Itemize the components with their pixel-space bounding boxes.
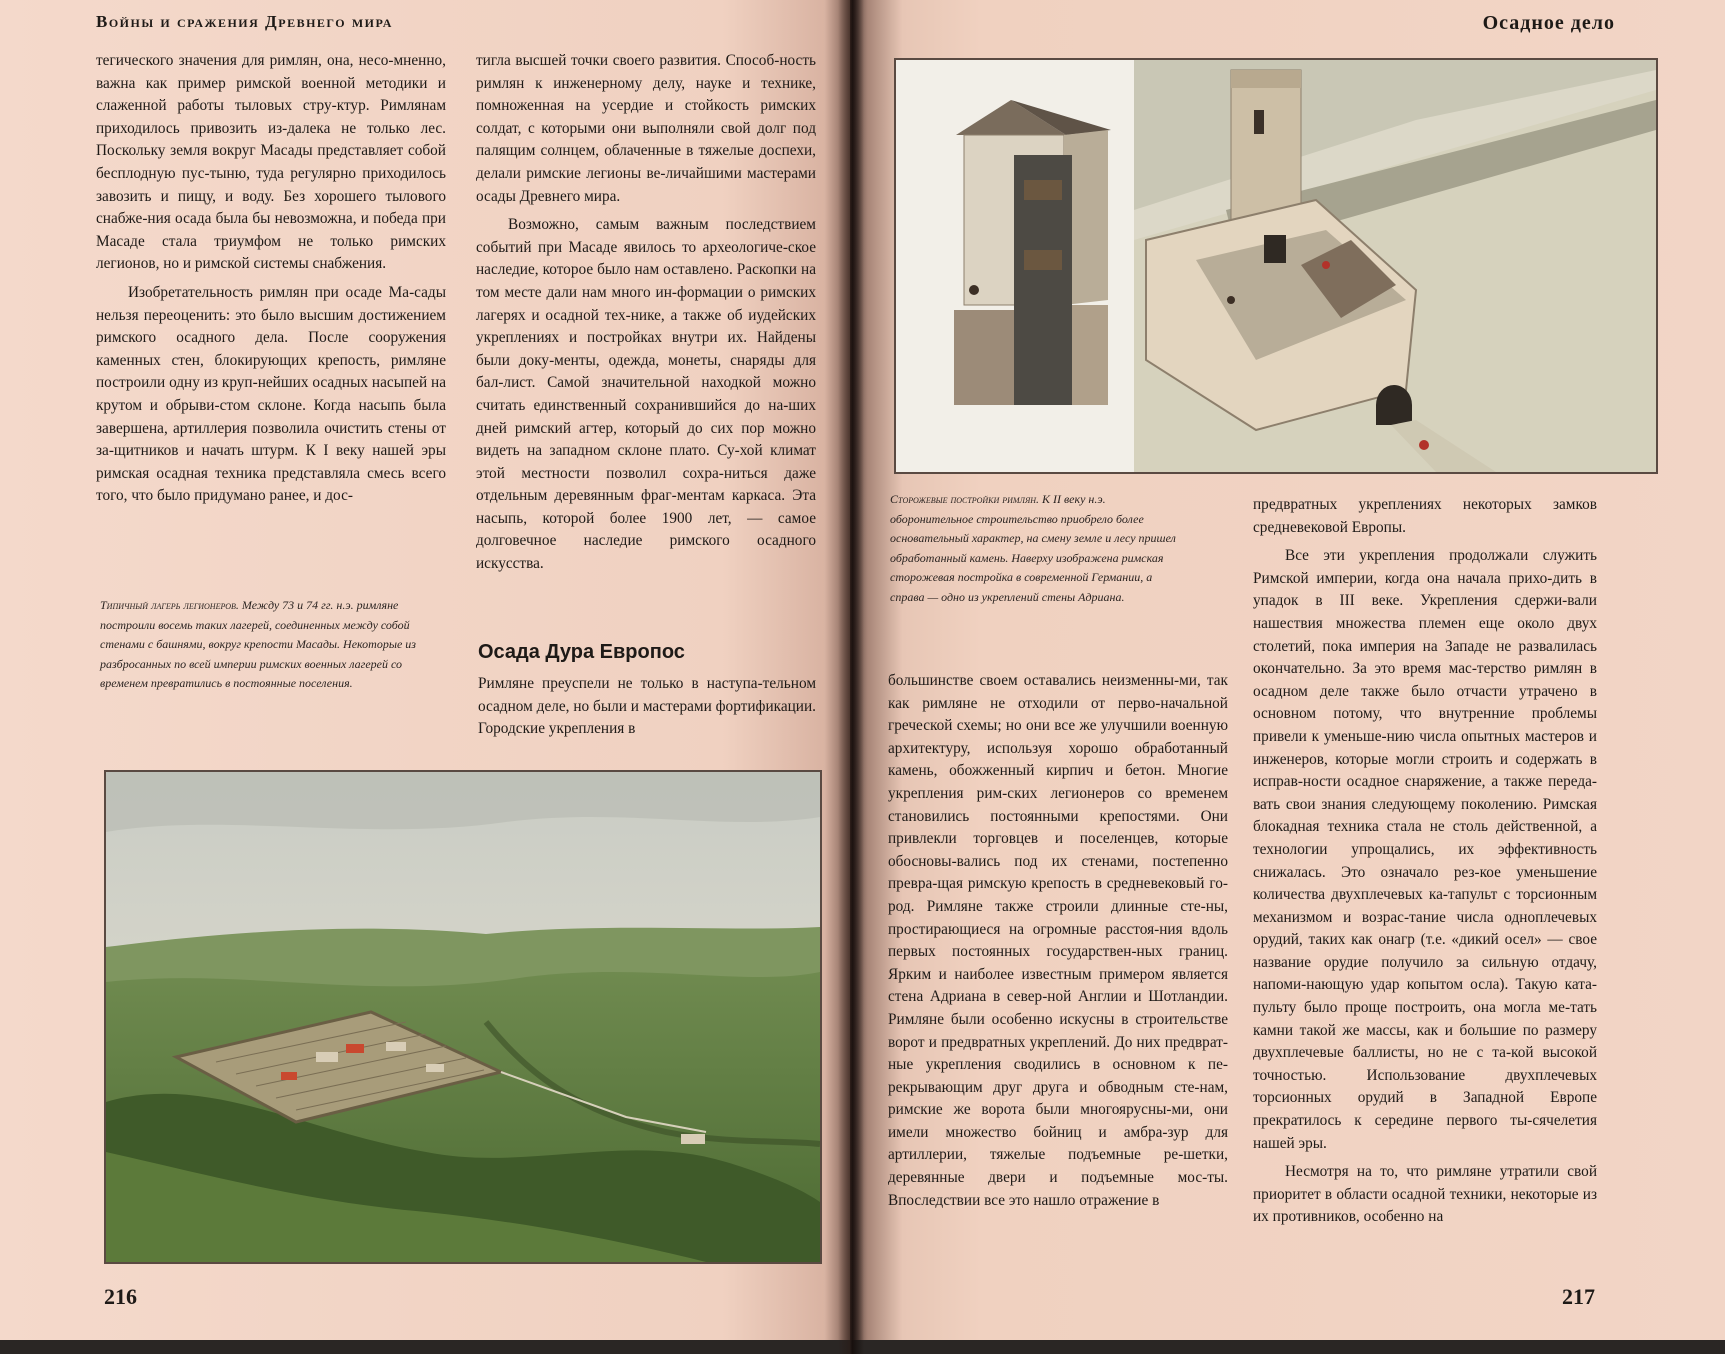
paragraph: большинстве своем оставались неизменны-ми, так как римляне не отходили от перво-начальной греческой схемы; но они все же улучшили военную архитектуру, используя хорошо обработанный камень, обожженный кирпич и бетон. Многие укрепления рим-ских легионеров со временем становились постоянными крепостями. Они привлекли торговцев и поселенцев, которые обосновы-вались под их стенами, постепенно превра-щая римскую крепость в средневековый го-род. Римляне также строили длинные сте-ны, простирающиеся на огромные расстоя-ния вдоль первых постоянных государствен-ных границ. Ярким и наиболее известным примером является стена Адриана в север-ной Англии и Шотландии. Римляне были особенно искусны в строительстве ворот и предвратных укреплений. До них предврат-ные укрепления сводились в основном к пе-рекрывающим друг друга и обводным сте-нам, римские же ворота были многоярусны-ми, они имели множество бойниц и амбра-зур для артиллерии, тяжелые подъемные ре-шетки, деревянные двери и подъемные мос-ты. Впоследствии все это нашло отражение в [888, 672, 1228, 1209]
paragraph: Все эти укрепления продолжали служить Римской империи, когда она начала прихо-дить в упадок в III веке. Укрепления сдержи-вали нашествия множества племен еще около двух столетий, пока империя на Западе не развалилась окончательно. За это время мас-терство римлян в осадном деле также было отчасти утрачено в основном потому, что внутренние проблемы привели к уменьше-нию числа опытных мастеров и инженеров, которые могли строить и содержать в исправ-ности осадное снаряжение, а также переда-вать свои знания следующему поколению. Римская блокадная техника стала не столь действенной, а технологии упрощались, их эффективность снижалась. Это означало рез-кое уменьшение количества двухплечевых ка-тапульт с торсионным механизмом и возрас-тание числа одноплечевых орудий, таких как онагр (т.е. «дикий осел» — свое название орудие получило за сильную отдачу, напоми-нающую удар копытом осла). Такую ката-пульту было проще построить, она могла ме-тать камни такой же массы, как и большие по размеру двухплечевые баллисты, но не с та-кой высокой точностью. Использование двухплечевых торсионных орудий в Западной Европе прекратилось к середине первого ты-сячелетия нашей эры. [1253, 547, 1597, 1152]
wall-fort [1134, 60, 1656, 472]
figure-caption-watchtowers [890, 490, 1180, 607]
watchtower-painting [896, 60, 1656, 472]
running-head-right: Осадное дело [1482, 12, 1615, 34]
running-head-left: Войны и сражения Древнего мира [96, 12, 393, 31]
camp-painting [106, 772, 820, 1262]
book-gutter [838, 0, 864, 1354]
caption-text: Между 73 и 74 гг. н.э. римляне построили восемь таких лагерей, соединенных между собой стенами с башнями, вокруг крепости Масады. Некоторые из разбросанных по всей империи римских военных лагерей со временем превратились в постоянные поселения. [100, 598, 416, 690]
left-column-2 [476, 50, 816, 576]
paragraph: Римляне преуспели не только в наступа-тельном осадном деле, но были и мастерами фортификации. Городские укрепления в [478, 675, 816, 738]
page-number-left: 216 [104, 1284, 137, 1309]
caption-text: К II веку н.э. оборонительное строительство приобрело более основательный характер, на смену земле и лесу пришел обработанный камень. Наверху изображена римская сторожевая постройка в современной Германии, а справа — одно из укреплений стены Адриана. [890, 492, 1176, 604]
paragraph: предвратных укреплениях некоторых замков средневековой Европы. [1253, 496, 1597, 536]
illustration-roman-camp [104, 770, 822, 1264]
section-text [478, 673, 816, 741]
watchtower [954, 100, 1111, 405]
paragraph: Возможно, самым важным последствием событий при Масаде явилось то археологиче-ское наследие, которое было нам оставлено. Раскопки на том месте дали нам много ин-формации о римских лагерях и осадной тех-нике, а также об иудейских укреплениях и постройках внутри их. Найдены были доку-менты, одежда, монеты, снаряды для бал-лист. Самой значительной находкой можно считать единственный сохранившийся до на-ших дней римский агтер, который до сих пор можно видеть на западном склоне плато. Су-хой климат этой местности позволил сохра-ниться даже отдельным деревянным фраг-ментам каркаса. Эта насыпь, которой более 1900 лет, — самое долговечное наследие римского осадного искусства. [476, 216, 816, 573]
paragraph: тигла высшей точки своего развития. Способ-ность римлян к инженерному делу, науке и технике, помноженная на усердие и стойкость римских солдат, с которыми они выполняли свой долг под палящим солнцем, облаченные в тяжелые доспехи, делали римские легионы ве-личайшими мастерами осады Древнего мира. [476, 52, 816, 205]
caption-lead: Типичный лагерь легионеров. [100, 598, 239, 612]
page-number-right: 217 [1562, 1284, 1595, 1309]
right-column-1 [888, 670, 1228, 1212]
paragraph: Изобретательность римлян при осаде Ма-сады нельзя переоценить: это было высшим достижением римского осадного дела. После сооружения каменных стен, блокирующих крепость, римляне построили одну из круп-нейших осадных насыпей на крутом и обрыви-стом склоне. Когда насыпь была завершена, артиллерия позволила очистить стены от за-щитников и начать штурм. К I веку нашей эры римская осадная техника представляла смесь всего того, что было придумано ранее, и дос- [96, 283, 446, 505]
left-column-1 [96, 50, 446, 508]
paragraph: тегического значения для римлян, она, несо-мненно, важна как пример римской военной методики и слаженной работы тыловых стру-ктур. Римлянам приходилось привозить из-далека не только лес. Поскольку земля вокруг Масады представляет собой бесплодную пус-тыню, туда регулярно приходилось завозить и пищу, и воду. Без хорошего тылового снабже-ния осада была бы невозможна, и победа при Масаде стала триумфом не только римских легионов, но и римской системы снабжения. [96, 52, 446, 273]
paragraph: Несмотря на то, что римляне утратили свой приоритет в области осадной техники, некоторые из их противников, особенно на [1253, 1163, 1597, 1226]
caption-lead: Сторожевые постройки римлян. [890, 492, 1039, 506]
section-heading: Осада Дура Европос [478, 641, 685, 663]
figure-caption-camp [100, 596, 448, 694]
right-page [850, 0, 1725, 1340]
right-column-2 [1253, 494, 1597, 1229]
left-page [0, 0, 850, 1340]
illustration-watchtowers [894, 58, 1658, 474]
